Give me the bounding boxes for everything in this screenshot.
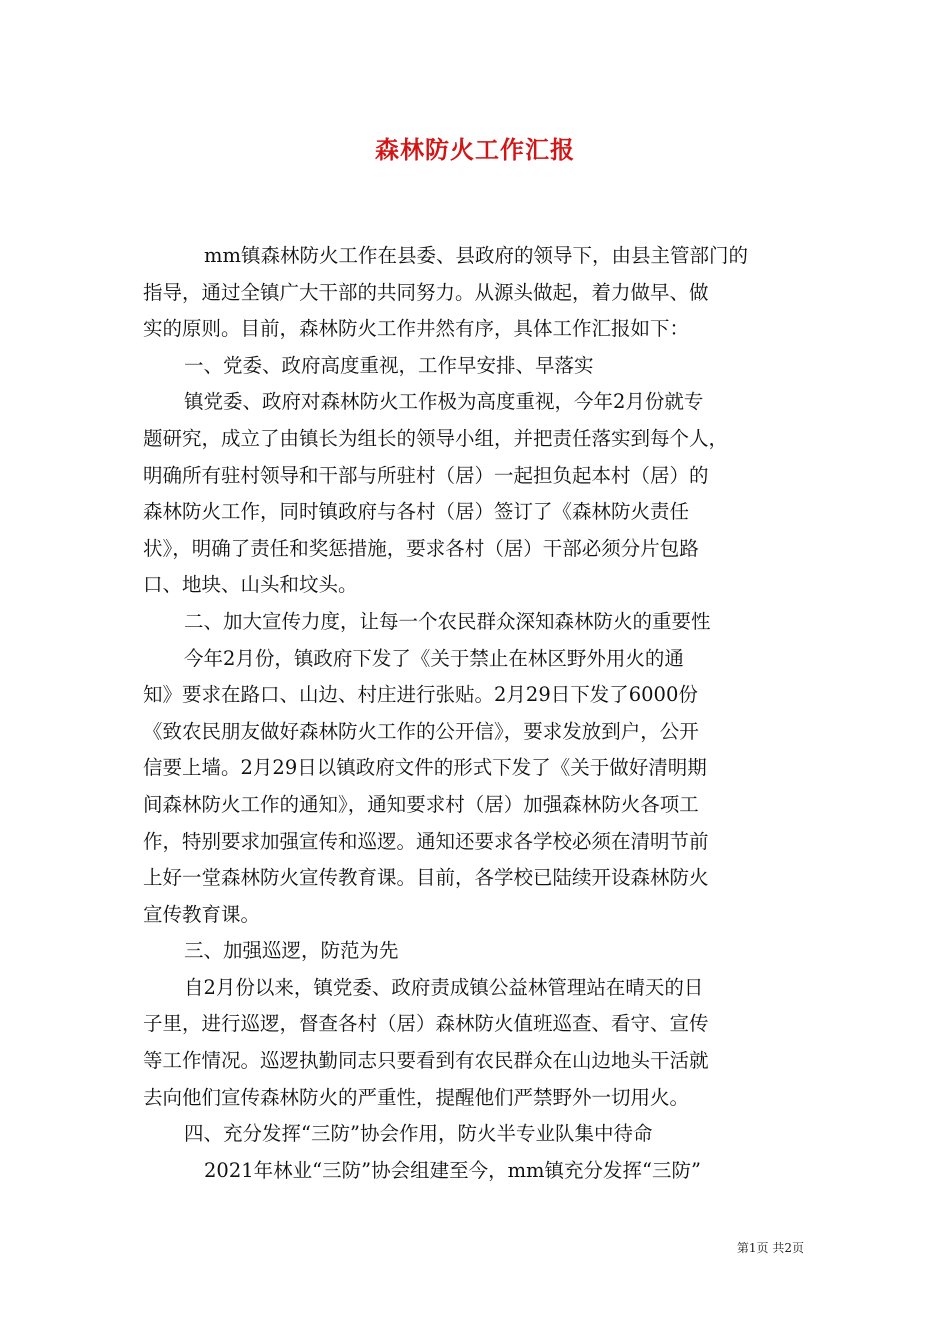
paragraph-line: 镇党委、政府对森林防火工作极为高度重视，今年2月份就专: [184, 390, 704, 414]
paragraph-line: 实的原则。目前，森林防火工作井然有序，具体工作汇报如下：: [143, 317, 690, 341]
paragraph-line: 口、地块、山头和坟头。: [143, 573, 358, 597]
paragraph-line: 今年2月份，镇政府下发了《关于禁止在林区野外用火的通: [184, 646, 684, 670]
paragraph-line: 作，特别要求加强宣传和巡逻。通知还要求各学校必须在清明节前: [143, 829, 709, 853]
paragraph-line: 信要上墙。2月29日以镇政府文件的形式下发了《关于做好清明期: [143, 756, 707, 780]
paragraph-line: 指导，通过全镇广大干部的共同努力。从源头做起，着力做早、做: [143, 280, 709, 304]
paragraph-line: 去向他们宣传森林防火的严重性，提醒他们严禁野外一切用火。: [143, 1085, 690, 1109]
page-number: 第1页 共2页: [736, 1241, 804, 1255]
paragraph-line: 知》要求在路口、山边、村庄进行张贴。2月29日下发了6000份: [143, 683, 698, 707]
document-body: [143, 238, 811, 1189]
section-heading: 一、党委、政府高度重视，工作早安排、早落实: [184, 353, 594, 377]
paragraph-line: 2021年林业“三防”协会组建至今，mm镇充分发挥“三防”: [204, 1158, 701, 1182]
paragraph-line: 宣传教育课。: [143, 902, 261, 926]
paragraph-line: 状》，明确了责任和奖惩措施，要求各村（居）干部必须分片包路: [143, 536, 699, 560]
section-heading: 二、加大宣传力度，让每一个农民群众深知森林防火的重要性: [184, 609, 711, 633]
paragraph-line: 明确所有驻村领导和干部与所驻村（居）一起担负起本村（居）的: [143, 463, 709, 487]
paragraph-line: 间森林防火工作的通知》，通知要求村（居）加强森林防火各项工: [143, 792, 699, 816]
paragraph-line: 森林防火工作，同时镇政府与各村（居）签订了《森林防火责任: [143, 500, 690, 524]
paragraph-line: 题研究，成立了由镇长为组长的领导小组，并把责任落实到每个人，: [143, 426, 729, 450]
paragraph-line: 子里，进行巡逻，督查各村（居）森林防火值班巡查、看守、宣传: [143, 1012, 709, 1036]
document-title: 森林防火工作汇报: [375, 135, 575, 164]
paragraph-line: 《致农民朋友做好森林防火工作的公开信》，要求发放到户，公开: [143, 719, 699, 743]
paragraph-line: 等工作情况。巡逻执勤同志只要看到有农民群众在山边地头干活就: [143, 1049, 709, 1073]
section-heading: 四、充分发挥“三防”协会作用，防火半专业队集中待命: [184, 1122, 653, 1146]
section-heading: 三、加强巡逻，防范为先: [184, 939, 399, 963]
paragraph-line: mm镇森林防火工作在县委、县政府的领导下，由县主管部门的: [204, 244, 748, 267]
paragraph-line: 上好一堂森林防火宣传教育课。目前，各学校已陆续开设森林防火: [143, 866, 709, 890]
paragraph-line: 自2月份以来，镇党委、政府责成镇公益林管理站在晴天的日: [184, 975, 704, 999]
